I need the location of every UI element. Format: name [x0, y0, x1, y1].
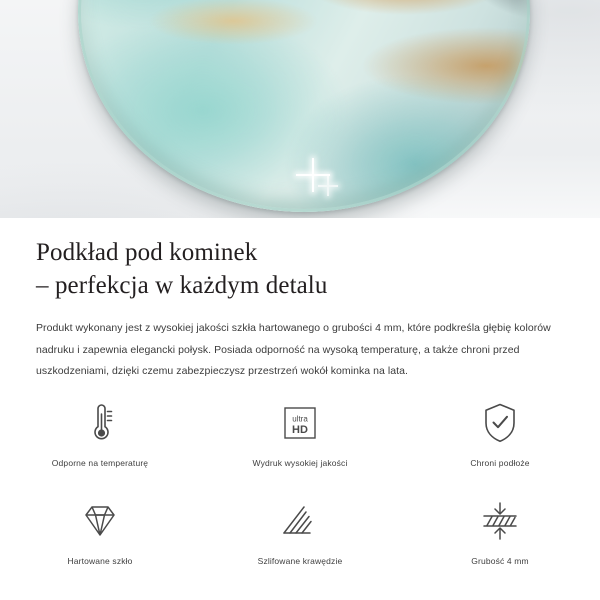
svg-text:HD: HD [292, 424, 308, 436]
text-content [0, 218, 600, 383]
feature-thickness [400, 490, 600, 566]
feature-list [0, 392, 600, 566]
thickness-arrows-icon [478, 498, 522, 544]
marble-print-artwork [78, 0, 530, 212]
round-glass-board [78, 0, 530, 212]
shield-check-icon [481, 400, 519, 446]
headline-line-2: – perfekcja w każdym detalu [36, 272, 328, 299]
thermometer-icon [85, 400, 115, 446]
polished-edges-icon [280, 498, 320, 544]
headline-line-1: Podkład pod kominek [36, 239, 258, 266]
feature-temperature [0, 392, 200, 468]
ultra-hd-icon [280, 400, 320, 446]
feature-label: Szlifowane krawędzie [257, 556, 343, 566]
description-paragraph: Produkt wykonany jest z wysokiej jakości szkła hartowanego o grubości 4 mm, które podkreśla głębię kolorów nadruku i zapewnia elegancki połysk. Posiada odporność na wysoką temperaturę, a także chroni przed uszkodzeniami, dzięki czemu zabezpieczysz przestrzeń wokół kominka na lata. [36, 322, 551, 378]
hero-image [0, 0, 600, 218]
feature-label: Chroni podłoże [470, 458, 530, 468]
feature-label: Wydruk wysokiej jakości [252, 458, 348, 468]
feature-polished-edges [200, 490, 400, 566]
page-title [0, 218, 600, 302]
feature-label: Hartowane szkło [67, 556, 133, 566]
feature-print-quality [200, 392, 400, 468]
svg-text:ultra: ultra [292, 414, 308, 424]
feature-label: Odporne na temperaturę [51, 458, 149, 468]
feature-row-1 [0, 392, 600, 468]
feature-tempered-glass [0, 490, 200, 566]
feature-label: Grubość 4 mm [471, 556, 529, 566]
diamond-icon [79, 498, 121, 544]
feature-row-2 [0, 490, 600, 566]
feature-surface-protection [400, 392, 600, 468]
